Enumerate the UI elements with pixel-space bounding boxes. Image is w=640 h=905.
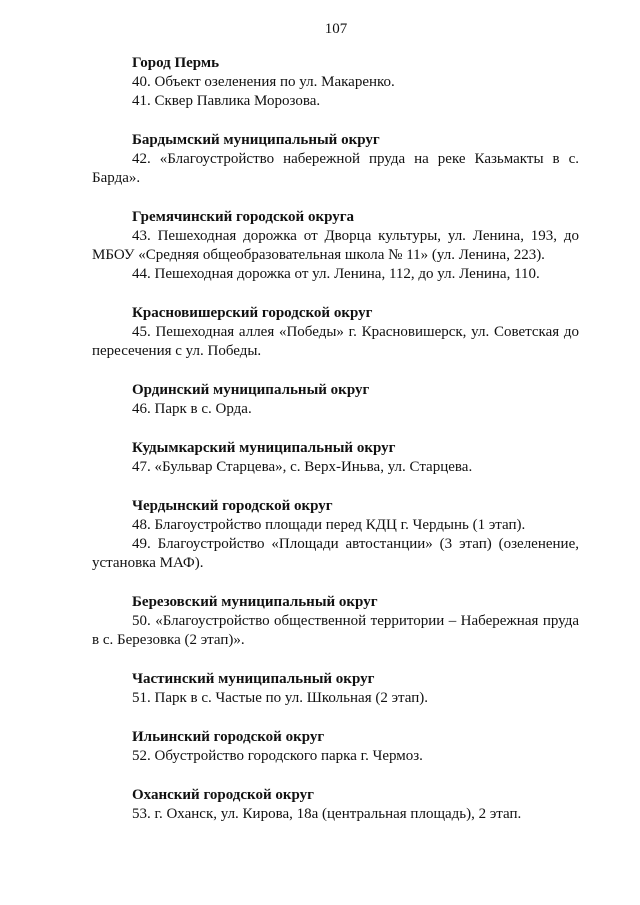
section-title: Частинский муниципальный округ [132, 671, 375, 687]
section-title: Город Пермь [132, 55, 220, 71]
list-item: 51. Парк в с. Частые по ул. Школьная (2 этап). [132, 690, 429, 706]
list-item: 53. г. Оханск, ул. Кирова, 18а (центральная площадь), 2 этап. [132, 806, 522, 822]
municipality-section [92, 670, 579, 708]
list-item: 50. «Благоустройство общественной территории – Набережная пруда в с. Березовка (2 этап)». [92, 613, 579, 648]
municipality-section [92, 786, 579, 824]
list-item: 41. Сквер Павлика Морозова. [132, 93, 321, 109]
municipality-section [92, 131, 579, 188]
list-item: 49. Благоустройство «Площади автостанции» (3 этап) (озеленение, установка МАФ). [92, 536, 579, 571]
municipality-section [92, 381, 579, 419]
section-title: Чердынский городской округ [132, 498, 333, 514]
page-number: 107 [324, 21, 348, 37]
municipality-section [92, 593, 579, 650]
list-item: 48. Благоустройство площади перед КДЦ г. Чердынь (1 этап). [132, 517, 526, 533]
section-title: Гремячинский городской округа [132, 209, 355, 225]
document-body [92, 54, 579, 844]
municipality-section [92, 208, 579, 284]
section-title: Ильинский городской округ [132, 729, 325, 745]
section-title: Березовский муниципальный округ [132, 594, 378, 610]
municipality-section [92, 304, 579, 361]
list-item: 52. Обустройство городского парка г. Чермоз. [132, 748, 423, 764]
list-item: 45. Пешеходная аллея «Победы» г. Красновишерск, ул. Советская до пересечения с ул. Победы. [92, 324, 579, 359]
municipality-section [92, 54, 579, 111]
municipality-section [92, 728, 579, 766]
list-item: 43. Пешеходная дорожка от Дворца культуры, ул. Ленина, 193, до МБОУ «Средняя общеобразовательная школа № 11» (ул. Ленина, 223). [92, 228, 579, 263]
section-title: Кудымкарский муниципальный округ [132, 440, 396, 456]
municipality-section [92, 439, 579, 477]
list-item: 40. Объект озеленения по ул. Макаренко. [132, 74, 395, 90]
list-item: 42. «Благоустройство набережной пруда на реке Казьмакты в с. Барда». [92, 151, 579, 186]
list-item: 47. «Бульвар Старцева», с. Верх-Иньва, ул. Старцева. [132, 459, 473, 475]
section-title: Ординский муниципальный округ [132, 382, 370, 398]
list-item: 44. Пешеходная дорожка от ул. Ленина, 112, до ул. Ленина, 110. [132, 266, 540, 282]
section-title: Красновишерский городской округ [132, 305, 373, 321]
municipality-section [92, 497, 579, 573]
section-title: Оханский городской округ [132, 787, 314, 803]
section-title: Бардымский муниципальный округ [132, 132, 380, 148]
list-item: 46. Парк в с. Орда. [132, 401, 252, 417]
